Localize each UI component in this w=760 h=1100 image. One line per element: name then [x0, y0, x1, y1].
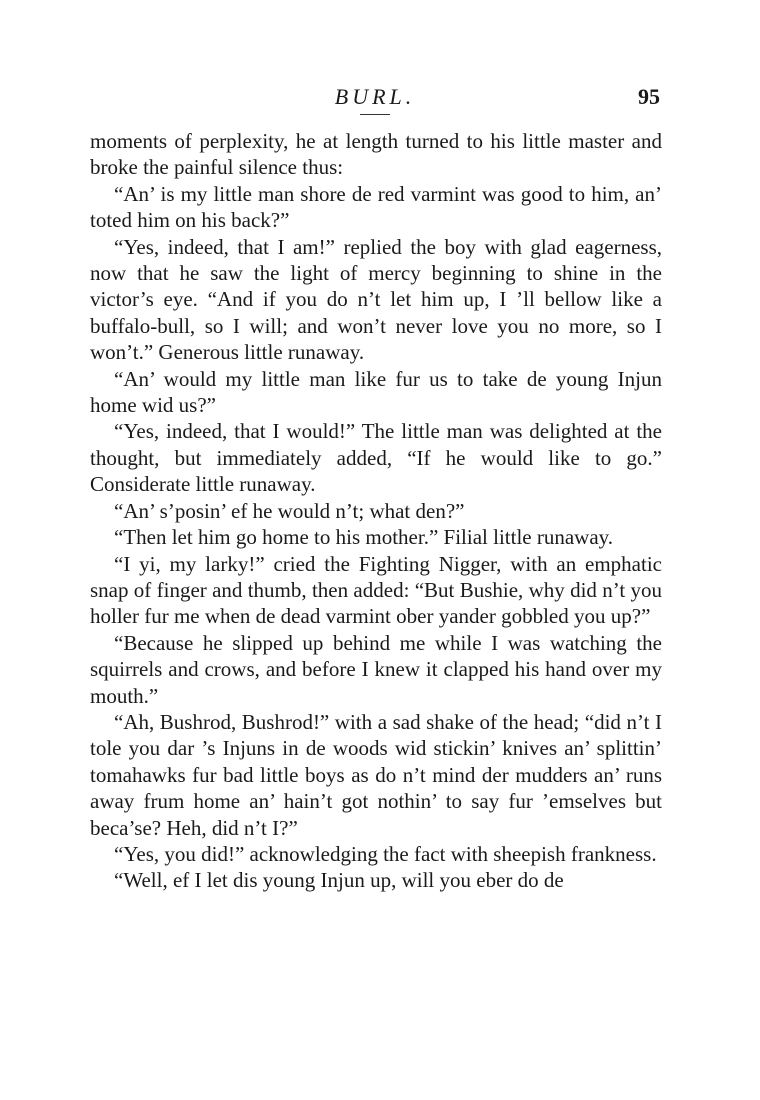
paragraph: “Then let him go home to his mother.” Filial little runaway.	[114, 525, 614, 550]
paragraph: “An’ would my little man like fur us to take de young Injun home wid us?”	[90, 366, 662, 418]
title-rule	[360, 114, 390, 115]
paragraph: moments of perplexity, he at length turned to his little master and broke the painful silence thus:	[90, 129, 662, 180]
page-number: 95	[638, 84, 660, 109]
paragraph: “Because he slipped up behind me while I was watching the squirrels and crows, and before I knew it clapped his hand over my mouth.”	[90, 630, 662, 708]
paragraph: “I yi, my larky!” cried the Fighting Nigger, with an emphatic snap of finger and thumb, then added: “But Bushie, why did n’t you holler fur me when de dead varmint ober yander gobbled you up?”	[90, 551, 662, 629]
paragraph: “An’ is my little man shore de red varmint was good to him, an’ toted him on his back?”	[90, 181, 662, 233]
paragraph: “Well, ef I let dis young Injun up, will you eber do de	[114, 868, 564, 893]
running-title: BURL.	[334, 84, 416, 109]
paragraph: “Yes, indeed, that I am!” replied the boy with glad eagerness, now that he saw the light of mercy beginning to shine in the victor’s eye. “And if you do n’t let him up, I ’ll bellow like a buffalo-bull, so I will; and won’t never love you no more, so I won’t.” Generous little runaway.	[90, 234, 662, 365]
paragraph: “Ah, Bushrod, Bushrod!” with a sad shake of the head; “did n’t I tole you dar ’s Injuns in de woods wid stickin’ knives an’ splittin’ tomahawks fur bad little boys as do n’t mind der mudders an’ runs away frum home an’ hain’t got nothin’ to say fur ’emselves but beca’se? Heh, did n’t I?”	[90, 709, 662, 840]
paragraph: “An’ s’posin’ ef he would n’t; what den?”	[114, 498, 465, 523]
paragraph: “Yes, you did!” acknowledging the fact with sheepish frankness.	[114, 841, 657, 866]
running-head	[90, 84, 660, 118]
body-text	[90, 128, 662, 894]
paragraph: “Yes, indeed, that I would!” The little man was delighted at the thought, but immediately added, “If he would like to go.” Considerate little runaway.	[90, 419, 662, 497]
